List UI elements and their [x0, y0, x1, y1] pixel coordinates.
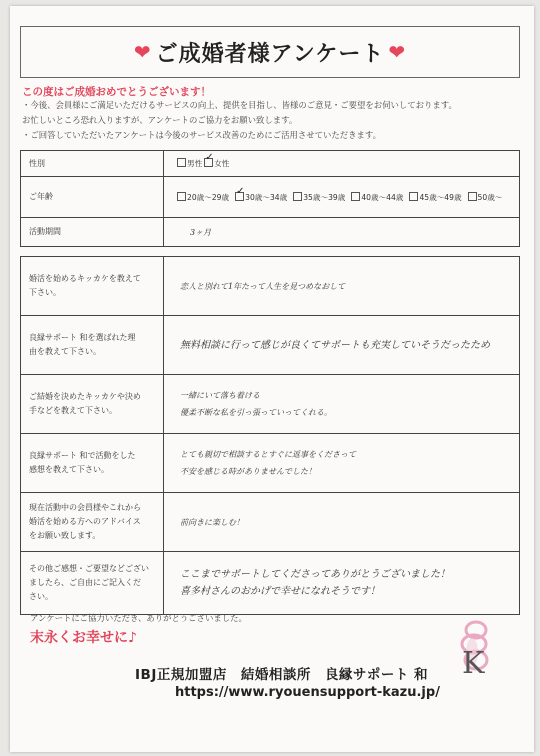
checkbox-icon	[468, 192, 477, 201]
option-label: 50歳～	[477, 192, 503, 202]
age-options	[164, 177, 520, 218]
intro-line: お忙しいところ恐れ入りますが、アンケートのご協力をお願い致します。	[22, 115, 298, 125]
profile-table	[20, 150, 520, 247]
survey-title-box	[20, 26, 520, 78]
question-answer[interactable]: 無料相談に行って感じが良くてサポートも充実していそうだったため	[164, 316, 520, 375]
age-option[interactable]	[293, 192, 345, 203]
logo-letter: K	[462, 646, 485, 681]
checkbox-icon	[351, 192, 360, 201]
age-option[interactable]	[468, 192, 503, 203]
question-answer[interactable]: とても親切で相談するとすぐに返事をくださって 不安を感じる時がありませんでした！	[164, 434, 520, 493]
age-option[interactable]	[235, 192, 287, 203]
option-label: 女性	[214, 159, 230, 168]
question-answer[interactable]: 一緒にいて落ち着ける 優柔不断な私を引っ張っていってくれる。	[164, 375, 520, 434]
question-row	[21, 493, 520, 552]
checkbox-icon	[293, 192, 302, 201]
age-option[interactable]	[409, 192, 461, 203]
question-answer[interactable]: 前向きに楽しむ！	[164, 493, 520, 552]
option-label: 40歳～44歳	[361, 192, 404, 202]
question-label: その他ご感想・ご要望などござい ましたら、ご自由にご記入くだ さい。	[21, 552, 164, 615]
age-label: ご年齢	[21, 177, 164, 218]
intro-text	[22, 98, 457, 143]
question-row	[21, 257, 520, 316]
question-answer[interactable]: ここまでサポートしてくださってありがとうございました！ 喜多村さんのおかげで幸せになれそうです！	[164, 552, 520, 615]
gender-option-male[interactable]	[177, 158, 202, 169]
footer-agency-name: IBJ正規加盟店 結婚相談所 良縁サポート 和	[135, 667, 429, 683]
age-option[interactable]	[177, 192, 229, 203]
congratulations-text: この度はご成婚おめでとうございます！	[22, 86, 211, 98]
footer-url[interactable]: https://www.ryouensupport-kazu.jp/	[175, 685, 440, 700]
age-option[interactable]	[351, 192, 403, 203]
question-label: 現在活動中の会員様やこれから 婚活を始める方へのアドバイス をお願い致します。	[21, 493, 164, 552]
thanks-text: アンケートにご協力いただき、ありがとうございました。	[30, 613, 247, 623]
heart-icon: ❤	[133, 40, 152, 64]
question-answer[interactable]: 恋人と別れて1年たって人生を見つめなおして	[164, 257, 520, 316]
question-label: ご結婚を決めたキッカケや決め 手などを教えて下さい。	[21, 375, 164, 434]
option-label: 30歳～34歳	[245, 192, 288, 202]
period-answer[interactable]: 3ヶ月	[164, 218, 520, 247]
intro-line: ・今後、会員様にご満足いただけるサービスの向上、提供を目指し、皆様のご意見・ご要望をお伺いしております。	[22, 100, 457, 110]
checkbox-icon	[177, 192, 186, 201]
question-row	[21, 375, 520, 434]
option-label: 45歳～49歳	[419, 192, 462, 202]
survey-title: ご成婚者様アンケート	[155, 41, 385, 67]
intro-line: ・ご回答していただいたアンケートは今後のサービス改善のためにご活用させていただきます。	[22, 130, 381, 140]
option-label: 35歳～39歳	[303, 192, 346, 202]
checkbox-checked-icon	[235, 192, 244, 201]
wish-text: 末永くお幸せに♪	[30, 630, 137, 646]
option-label: 男性	[187, 159, 203, 168]
question-row	[21, 552, 520, 615]
question-row	[21, 316, 520, 375]
period-row	[21, 218, 520, 247]
question-row	[21, 434, 520, 493]
question-label: 婚活を始めるキッカケを教えて 下さい。	[21, 257, 164, 316]
gender-row	[21, 151, 520, 177]
period-label: 活動期間	[21, 218, 164, 247]
option-label: 20歳～29歳	[187, 192, 230, 202]
checkbox-icon	[409, 192, 418, 201]
question-label: 良縁サポート 和を選ばれた理 由を教えて下さい。	[21, 316, 164, 375]
gender-option-female[interactable]	[204, 158, 229, 169]
questions-table	[20, 256, 520, 615]
gender-label: 性別	[21, 151, 164, 177]
gender-options	[164, 151, 520, 177]
checkbox-icon	[177, 158, 186, 167]
checkbox-checked-icon	[204, 158, 213, 167]
heart-icon: ❤	[388, 40, 407, 64]
age-row	[21, 177, 520, 218]
question-label: 良縁サポート 和で活動をした 感想を教えて下さい。	[21, 434, 164, 493]
